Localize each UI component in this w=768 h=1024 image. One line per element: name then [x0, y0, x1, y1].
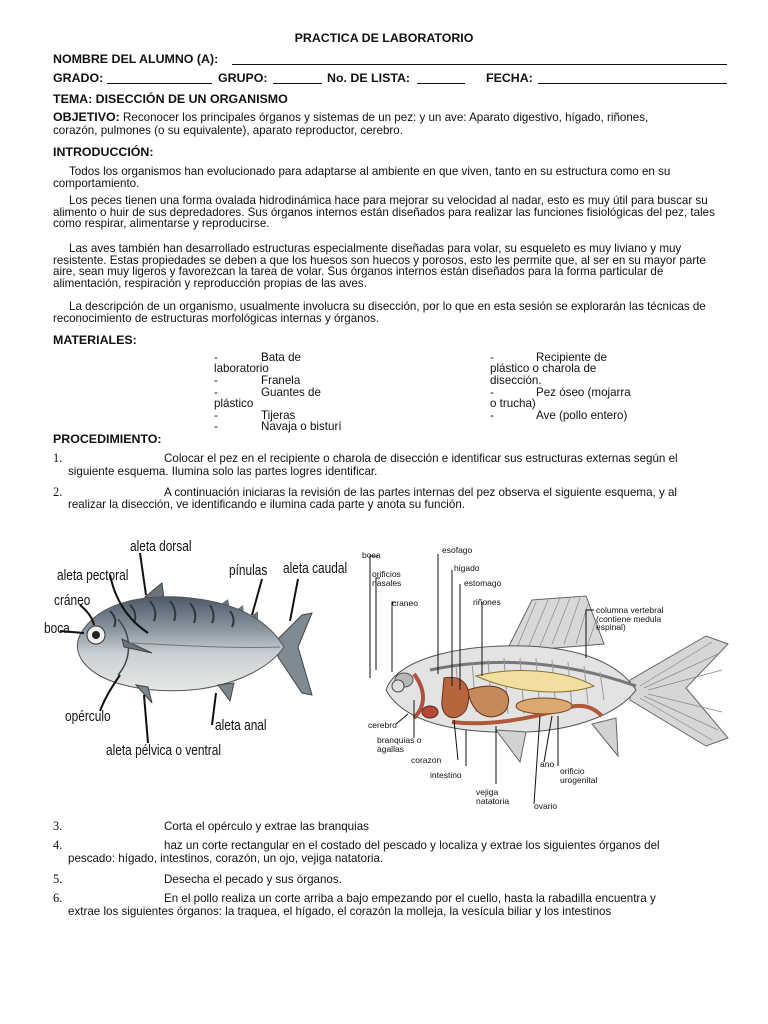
label-orificio-urogenital: orificio urogenital	[560, 766, 598, 785]
intro-paragraph-2: Los peces tienen una forma ovalada hidrodinámica hace para mejorar su velocidad al nadar, esto es muy útil para buscar su alimento o huir de sus depredadores. Sus órganos internos están diseñados para realizar las funciones fisiológicas del pez, tales como respirar, alimentarse y reproducirse.	[53, 194, 715, 230]
material-item: -	[214, 351, 218, 364]
label-estomago: estomago	[464, 578, 502, 588]
material-item-text: Ave (pollo entero)	[536, 409, 628, 422]
step-text: Corta el opérculo y extrae las branquias	[164, 820, 369, 833]
label-aleta-pelvica: aleta pélvica o ventral	[106, 743, 222, 759]
label-columna-vertebral: columna vertebral (contiene medula espinal)	[596, 605, 664, 632]
material-item: -	[490, 351, 494, 364]
step-text: haz un corte rectangular en el costado del pescado y localiza y extrae los siguientes órganos del	[164, 839, 660, 852]
material-item-text: Recipiente de	[536, 351, 607, 364]
page-title: PRACTICA DE LABORATORIO	[294, 31, 474, 45]
label-ano: ano	[540, 759, 555, 769]
step-number: 1.	[53, 451, 63, 465]
step-text: Colocar el pez en el recipiente o charola de disección e identificar sus estructuras externas según el	[164, 452, 678, 465]
objetivo-label: OBJETIVO:	[53, 110, 120, 124]
material-item-text: Navaja o bisturí	[261, 420, 342, 433]
step-text: Desecha el pecado y sus órganos.	[164, 873, 342, 886]
objetivo-line1	[53, 112, 743, 124]
material-item-cont: plástico	[214, 397, 254, 410]
fecha-label: FECHA:	[486, 71, 533, 85]
step-text-cont: realizar la disección, ve identificando e ilumina cada parte y anota su función.	[68, 498, 465, 511]
material-item-text: Pez óseo (mojarra	[536, 386, 631, 399]
materiales-label: MATERIALES:	[53, 333, 137, 347]
label-vejiga-natatoria: vejiga natatoria	[476, 787, 510, 806]
label-aleta-anal: aleta anal	[215, 718, 267, 734]
step-number: 2.	[53, 485, 63, 499]
label-esofago: esofago	[442, 545, 473, 555]
material-item-text: Guantes de	[261, 386, 321, 399]
label-boca: boca	[44, 621, 70, 637]
introduccion-label: INTRODUCCIÓN:	[53, 145, 154, 159]
material-item: -	[214, 386, 218, 399]
label-aleta-caudal: aleta caudal	[283, 561, 348, 577]
step-number: 6.	[53, 891, 63, 905]
step-number: 5.	[53, 872, 63, 886]
grupo-label: GRUPO:	[218, 71, 268, 85]
label-operculo: opérculo	[65, 709, 111, 725]
step-text-cont: extrae los siguientes órganos: la traquea, el hígado, el corazón la molleja, la vesícula biliar y los intestinos	[68, 905, 612, 918]
nombre-field[interactable]	[232, 64, 727, 65]
step-text-cont: pescado: hígado, intestinos, corazón, un ojo, vejiga natatoria.	[68, 852, 384, 865]
fecha-field[interactable]	[538, 83, 727, 84]
step-number: 4.	[53, 838, 63, 852]
material-item-text: Franela	[261, 374, 301, 387]
material-item-cont: o trucha)	[490, 397, 536, 410]
label-rinones: riñones	[473, 597, 501, 607]
objetivo-text: Reconocer los principales órganos y sistemas de un pez: y un ave: Aparato digestivo, hígado, riñones,	[119, 111, 649, 124]
material-item: -	[214, 374, 218, 387]
intro-paragraph-1: Todos los organismos han evolucionado para adaptarse al ambiente en que viven, tanto en su estructura como en su comportamiento.	[53, 165, 671, 190]
label-aleta-dorsal: aleta dorsal	[130, 539, 192, 555]
grado-field[interactable]	[107, 83, 212, 84]
label-boca: boca	[362, 550, 381, 560]
material-item-cont: laboratorio	[214, 362, 269, 375]
label-orificios-nasales: orificios nasales	[372, 569, 402, 588]
material-item-cont: disección.	[490, 374, 542, 387]
step-number: 3.	[53, 819, 63, 833]
lista-label: No. DE LISTA:	[327, 71, 411, 85]
label-aleta-pectoral: aleta pectoral	[57, 568, 129, 584]
material-item: -	[490, 409, 494, 422]
intro-paragraph-4: La descripción de un organismo, usualmente involucra su disección, por lo que en esta sesión se explorarán las técnicas de reconocimiento de estructuras morfológicas internas y órganos.	[53, 300, 706, 325]
label-intestino: intestino	[430, 770, 462, 780]
label-ovario: ovario	[534, 801, 558, 811]
lista-field[interactable]	[417, 83, 465, 84]
label-craneo: craneo	[392, 598, 418, 608]
procedimiento-label: PROCEDIMIENTO:	[53, 432, 162, 446]
label-branquias: branquias o agallas	[377, 735, 422, 754]
material-item: -	[214, 420, 218, 433]
material-item: -	[214, 409, 218, 422]
material-item: -	[490, 386, 494, 399]
step-text: En el pollo realiza un corte arriba a bajo empezando por el cuello, hasta la rabadilla encuentra y	[164, 892, 656, 905]
step-text-cont: siguiente esquema. Ilumina solo las partes logres identificar.	[68, 465, 378, 478]
label-corazon: corazon	[411, 755, 442, 765]
material-item-text: Bata de	[261, 351, 301, 364]
label-pinulas: pínulas	[229, 563, 268, 579]
label-higado: higado	[454, 563, 480, 573]
grado-label: GRADO:	[53, 71, 104, 85]
label-craneo: cráneo	[54, 593, 91, 609]
step-text: A continuación iniciaras la revisión de las partes internas del pez observa el siguiente esquema, y al	[164, 486, 677, 499]
tema-heading: TEMA: DISECCIÓN DE UN ORGANISMO	[53, 92, 288, 106]
label-cerebro: cerebro	[368, 720, 397, 730]
material-item-text: Tijeras	[261, 409, 296, 422]
internal-fish-figure	[356, 540, 732, 812]
material-item-cont: plástico o charola de	[490, 362, 597, 375]
intro-paragraph-3: Las aves también han desarrollado estructuras especialmente diseñadas para volar, su esqueleto es muy liviano y muy resistente. Estas propiedades se deben a que los huesos son huecos y porosos, esto les permite que, al ser en su mayor parte aire, sean muy ligeros y favorezcan la tarea de volar. Sus órganos internos están diseñados para la forma particular de alimentación, respiración y reproducción propias de las aves.	[53, 242, 706, 290]
objetivo-line2: corazón, pulmones (o su equivalente), aparato reproductor, cerebro.	[53, 124, 403, 137]
nombre-label: NOMBRE DEL ALUMNO (A):	[53, 52, 219, 66]
grupo-field[interactable]	[273, 83, 322, 84]
external-fish-figure	[40, 535, 352, 765]
